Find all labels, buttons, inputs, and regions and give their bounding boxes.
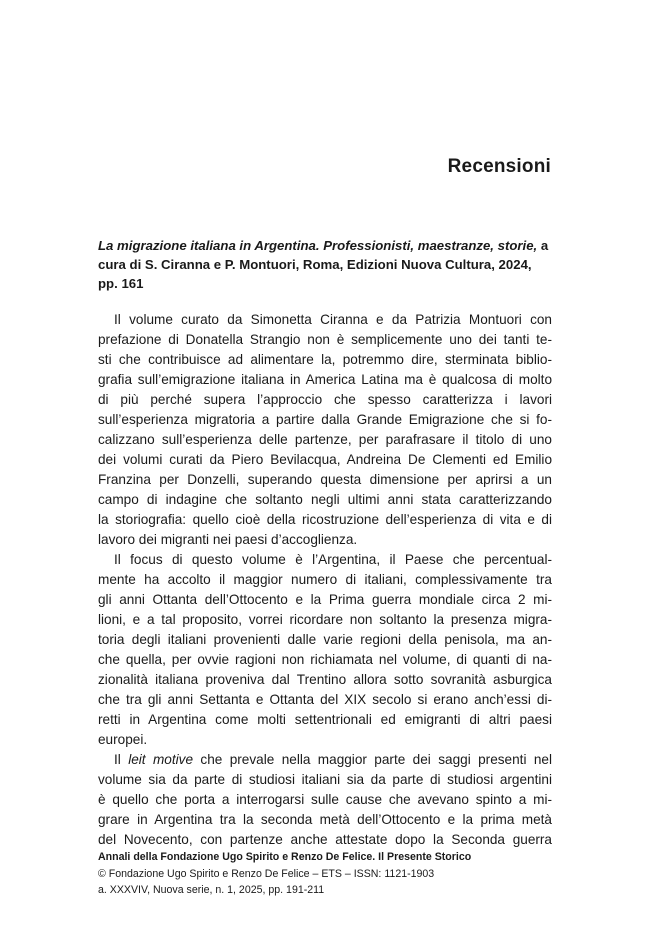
body-line: grare in Argentina tra la seconda metà dell’Ottocento e la prima metà bbox=[98, 812, 552, 827]
body-line: zionalità italiana proveniva dal Trentino allora sotto sovranità asburgica bbox=[98, 672, 552, 687]
body-line: lavoro dei migranti nei paesi d’accoglienza. bbox=[98, 532, 358, 547]
body-line: campo di indagine che soltanto negli ultimi anni stata caratterizzando bbox=[98, 492, 552, 507]
leit-prefix: Il bbox=[114, 752, 129, 767]
body-line: grafia sull’emigrazione italiana in America Latina ma è qualcosa di molto bbox=[98, 372, 552, 387]
book-details: a cura di S. Ciranna e P. Montuori, Roma, Edizioni Nuova Cultura, 2024, pp. 161 bbox=[98, 238, 549, 291]
body-line: prefazione di Donatella Strangio non è semplicemente uno dei tanti te- bbox=[98, 332, 552, 347]
issue-line: a. XXXVIV, Nuova serie, n. 1, 2025, pp. 191-211 bbox=[98, 884, 325, 896]
body-line: dei volumi curati da Piero Bevilacqua, Andreina De Clementi ed Emilio bbox=[98, 452, 552, 467]
body-line: di più perché supera l’approccio che spesso caratterizza i lavori bbox=[98, 392, 552, 407]
body-line: lioni, e a tal proposito, vorrei ricordare non soltanto la presenza migra- bbox=[98, 612, 552, 627]
body-line: volume sia da parte di studiosi italiani sia da parte di studiosi argentini bbox=[98, 772, 552, 787]
section-title: Recensioni bbox=[447, 156, 551, 177]
copyright-line: © Fondazione Ugo Spirito e Renzo De Felice – ETS – ISSN: 1121-1903 bbox=[98, 867, 435, 880]
body-line: europei. bbox=[98, 732, 148, 747]
body-line: Franzina per Donzelli, superando questa dimensione per aprirsi a un bbox=[98, 472, 552, 487]
journal-name: Annali della Fondazione Ugo Spirito e Renzo De Felice. Il Presente Storico bbox=[98, 851, 472, 863]
leit-motive-term: leit motive bbox=[128, 752, 194, 767]
body-line: toria degli italiani provenienti dalle varie regioni della penisola, ma an- bbox=[98, 632, 552, 647]
body-line: sti che contribuisce ad alimentare la, potremmo dire, sterminata biblio- bbox=[98, 352, 552, 367]
bibliographic-reference bbox=[98, 236, 552, 293]
body-line: che tra gli anni Settanta e Ottanta del XIX secolo si erano anch’essi di- bbox=[98, 692, 552, 707]
body-line: Il focus di questo volume è l’Argentina, il Paese che percentual- bbox=[114, 552, 552, 567]
page-footer bbox=[98, 849, 558, 899]
book-title: La migrazione italiana in Argentina. Professionisti, maestranze, storie, bbox=[98, 238, 538, 253]
body-line: calizzano sull’esperienza delle partenze, per parafrasare il titolo di uno bbox=[98, 432, 552, 447]
body-line-leit-motive bbox=[98, 750, 552, 770]
review-body bbox=[98, 310, 552, 850]
body-line: del Novecento, con partenze anche attestate dopo la Seconda guerra bbox=[98, 832, 552, 847]
body-line: mente ha accolto il maggior numero di italiani, complessivamente tra bbox=[98, 572, 552, 587]
body-line: retti in Argentina come molti settentrionali ed emigranti di altri paesi bbox=[98, 712, 552, 727]
body-line: sull’esperienza migratoria a partire dalla Grande Emigrazione che si fo- bbox=[98, 412, 552, 427]
body-line: gli anni Ottanta dell’Ottocento e la Prima guerra mondiale circa 2 mi- bbox=[98, 592, 552, 607]
body-line: che quella, per ovvie ragioni non richiamata nel volume, di quanti di na- bbox=[98, 652, 552, 667]
body-line: è quello che porta a interrogarsi sulle cause che avevano spinto a mi- bbox=[98, 792, 552, 807]
leit-suffix: che prevale nella maggior parte dei saggi presenti nel bbox=[193, 752, 552, 767]
body-line: la storiografia: quello cioè della ricostruzione dell’esperienza di vita e di bbox=[98, 512, 552, 527]
body-line: Il volume curato da Simonetta Ciranna e da Patrizia Montuori con bbox=[114, 312, 552, 327]
